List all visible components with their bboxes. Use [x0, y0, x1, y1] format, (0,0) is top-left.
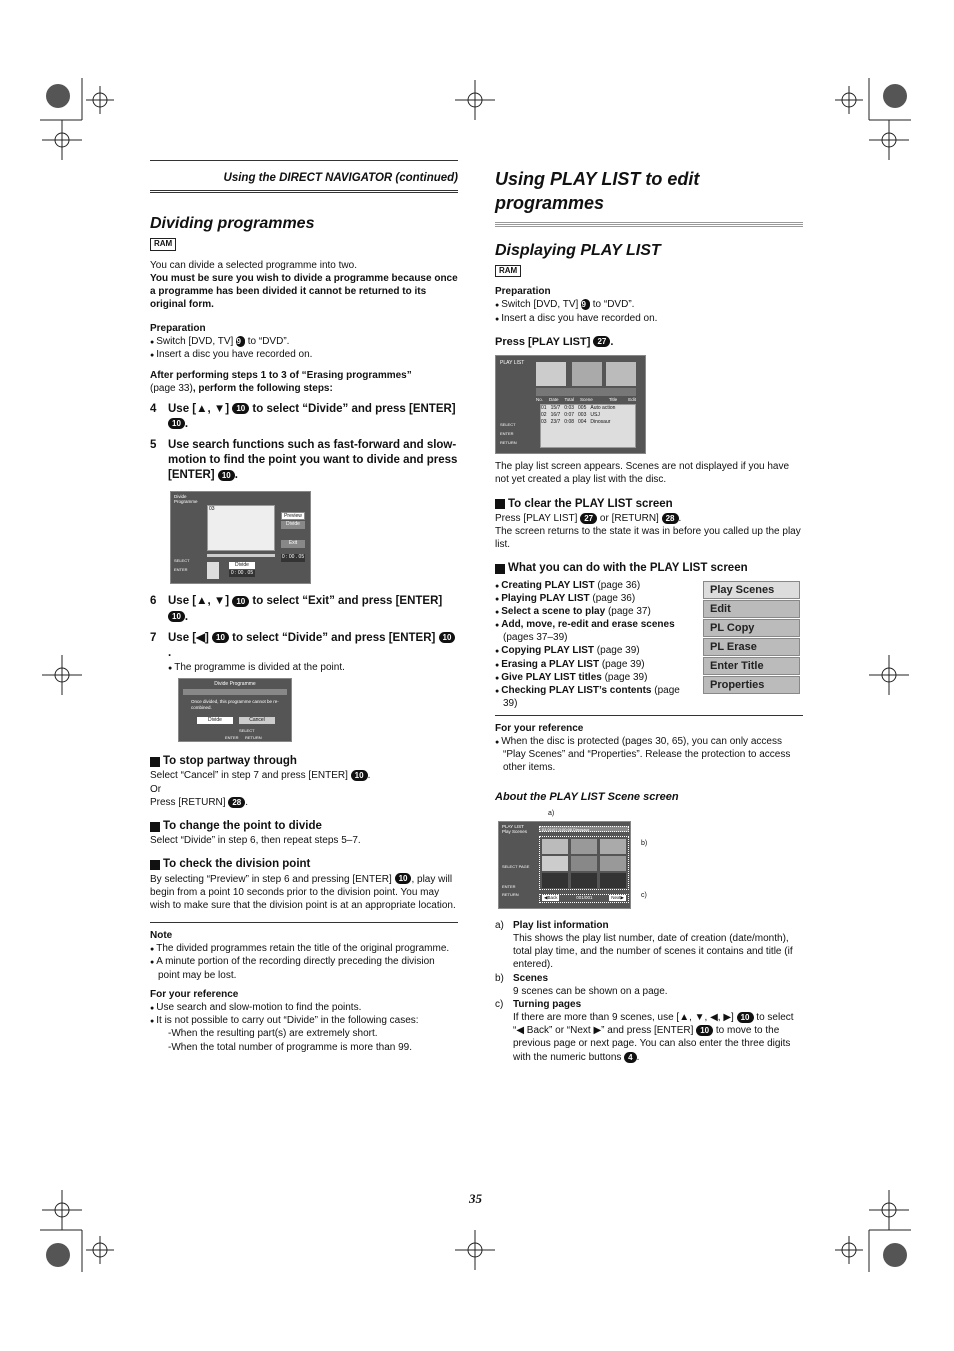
ref-item: ● It is not possible to carry out “Divide” in the following cases: [150, 1014, 458, 1027]
change-section-title: To change the point to divide [150, 819, 458, 834]
right-column [495, 160, 803, 1064]
press-playlist: Press [PLAY LIST] 27 . [495, 335, 614, 348]
page-badge: 10 [232, 403, 249, 414]
ref-title: For your reference [150, 988, 239, 1000]
ref-item: ● When the disc is protected (pages 30, 65), you can only access “Play Scenes” and “Properties”. Release the protection to access other items. [495, 735, 803, 775]
divide-button[interactable]: Divide [281, 521, 305, 529]
menu-item-pl-erase[interactable]: PL Erase [703, 638, 800, 656]
prep-title: Preparation [495, 286, 551, 298]
ram-tag: RAM [150, 238, 176, 251]
page-badge: 19 [581, 299, 590, 310]
page-badge: 4 [624, 1052, 636, 1063]
screen-title: PLAY LIST [502, 823, 524, 829]
enter-label: ENTER [174, 567, 188, 573]
dividing-heading: Dividing programmes [150, 215, 315, 233]
list-item: ● Erasing a PLAY LIST (page 39) [495, 658, 695, 671]
callout-a: a) [548, 809, 555, 817]
col-header: Title [608, 397, 618, 403]
enter-label: ENTER [502, 883, 516, 889]
table-row[interactable]: 03 23/7 0:08 004 Dinosaur [541, 419, 611, 426]
menu-item-edit[interactable]: Edit [703, 600, 800, 618]
scene-grid [539, 836, 629, 890]
screen-title: Divide Programme [214, 681, 256, 688]
legend-b: b) Scenes 9 scenes can be shown on a page. [495, 972, 668, 997]
page-badge: 28 [662, 513, 679, 524]
prep-title: Preparation [150, 322, 206, 334]
divide-screen-preview [170, 491, 311, 584]
can-section-title: What you can do with the PLAY LIST screen [495, 561, 803, 576]
col-header: Scene [580, 397, 593, 403]
list-item: ● Copying PLAY LIST (page 39) [495, 644, 695, 657]
confirm-message: Once divided, this programme cannot be re-combined. [191, 699, 279, 710]
time-readout: 0 : 00 . 05 [230, 570, 254, 577]
clear-section-title: To clear the PLAY LIST screen [495, 497, 803, 512]
select-label: SELECT [174, 558, 190, 564]
prep-item: ● Switch [DVD, TV] 19 to “DVD”. [495, 298, 803, 311]
menu-item-properties[interactable]: Properties [703, 676, 800, 694]
list-item: ● Creating PLAY LIST (page 36) [495, 579, 695, 592]
page-badge: 10 [168, 418, 185, 429]
cancel-button[interactable]: Cancel [239, 717, 275, 724]
page-badge: 27 [580, 513, 597, 524]
page-badge: 19 [236, 336, 245, 347]
list-item: ● Playing PLAY LIST (page 36) [495, 592, 695, 605]
col-header: Total [564, 397, 575, 403]
page-number: 35 [469, 1191, 482, 1206]
select-page-label: SELECT PAGE [502, 863, 530, 869]
clear-text: Press [PLAY LIST] 27 or [RETURN] 28 . [495, 512, 682, 524]
playlist-menu [703, 581, 800, 695]
menu-item-play-scenes[interactable]: Play Scenes [703, 581, 800, 599]
prep-item: ● Insert a disc you have recorded on. [495, 312, 803, 325]
divide-confirm-screen [178, 678, 292, 742]
ref-item: ● Use search and slow-motion to find the points. [150, 1001, 458, 1014]
exit-button[interactable]: Exit [281, 540, 305, 548]
col-header: No. [536, 397, 544, 403]
ref-title: For your reference [495, 722, 584, 734]
enter-label: ENTER [225, 735, 239, 741]
return-label: RETURN [245, 735, 262, 741]
page-badge: 10 [168, 611, 185, 622]
return-label: RETURN [502, 891, 519, 897]
callout-c: c) [641, 891, 647, 899]
scene-screen-diagram [495, 809, 803, 913]
scene-screen [498, 821, 631, 909]
page-badge: 10 [212, 632, 229, 643]
page-indicator: 001/001 [576, 895, 593, 901]
col-header: Date [549, 397, 559, 403]
page-badge: 10 [439, 632, 456, 643]
menu-item-enter-title[interactable]: Enter Title [703, 657, 800, 675]
warning-text: You must be sure you wish to divide a programme because once a programme has been divided it cannot be returned to its original form. [150, 273, 458, 311]
playlist-screen [495, 355, 646, 454]
legend-a: a) Play list information This shows the play list number, date of creation (date/month), total play time, and the number of scenes it contains and title (if entered). [495, 919, 793, 971]
page-badge: 10 [232, 596, 249, 607]
can-list [495, 579, 695, 711]
preview-button[interactable]: Preview [281, 512, 305, 520]
playlist-info: 01 01/07 0:00:08 Dinosaur [539, 826, 629, 832]
next-button[interactable]: Next▶ [611, 895, 624, 901]
page-badge: 10 [696, 1025, 713, 1036]
legend-c: c) Turning pages If there are more than 9 scenes, use [▲, ▼, ◀, ▶] 10 to select “◀ Back” or “Next ▶” and press [ENTER] 10 to move to the previous page or next page. You can also enter the three digits with the numeric buttons 4 . [495, 998, 794, 1063]
screen-subtitle: Play Scenes [502, 828, 528, 834]
list-item: ● Give PLAY LIST titles (page 39) [495, 671, 695, 684]
callout-b: b) [641, 839, 648, 847]
prep-item: ● Switch [DVD, TV] 19 to “DVD”. [150, 335, 458, 348]
select-label: SELECT [239, 728, 255, 734]
playlist-table [540, 404, 636, 448]
change-text: Select “Divide” in step 6, then repeat steps 5–7. [150, 835, 361, 847]
displaying-heading: Displaying PLAY LIST [495, 241, 661, 259]
divide-label: Divide [229, 562, 255, 569]
list-item: ● Select a scene to play (page 37) [495, 605, 695, 618]
col-header: Edit [628, 397, 636, 403]
check-text: By selecting “Preview” in step 6 and pressing [ENTER] 10 , play will begin from a point 10 seconds prior to the division point. You may wish to make sure that the division point is at an appropriate location. [150, 873, 456, 911]
ref-subitem: -When the resulting part(s) are extremely short. [168, 1028, 378, 1040]
step-4: 4 Use [▲, ▼] 10 to select “Divide” and press [ENTER] 10 . [150, 402, 456, 430]
page-badge: 10 [351, 770, 368, 781]
page-badge: 10 [737, 1012, 754, 1023]
after-text: After performing steps 1 to 3 of “Erasing programmes” (page 33), perform the following steps: [150, 370, 412, 395]
intro-text: You can divide a selected programme into two. [150, 259, 357, 271]
screen-title: PLAY LIST [500, 360, 525, 367]
step-5: 5 Use search functions such as fast-forward and slow-motion to find the point you want to divide and press [ENTER] 10 . [150, 438, 458, 482]
page-title: Using PLAY LIST to edit programmes [495, 169, 700, 213]
table-row[interactable]: 01 15/7 0:03 005 Auto action [541, 405, 616, 412]
or-text: Or [150, 783, 162, 795]
page-badge: 27 [593, 336, 610, 347]
note-item: ● The divided programmes retain the title of the original programme. [150, 942, 458, 955]
stop-text: Select “Cancel” in step 7 and press [ENTER] 10 . [150, 770, 371, 782]
list-item: ● Checking PLAY LIST’s contents (page 39) [495, 684, 695, 710]
screen-title: Divide Programme [174, 494, 198, 505]
step7-note: ● The programme is divided at the point. [168, 661, 458, 674]
page-badge: 28 [228, 797, 245, 808]
note-title: Note [150, 930, 173, 942]
timeline-bar [207, 554, 275, 557]
list-item: ● Add, move, re-edit and erase scenes (pages 37–39) [495, 618, 695, 644]
running-header: Using the DIRECT NAVIGATOR (continued) [150, 161, 458, 193]
note-item: ● A minute portion of the recording directly preceding the division point may be lost. [150, 955, 458, 981]
prep-item: ● Insert a disc you have recorded on. [150, 348, 458, 361]
return-label: RETURN [500, 440, 517, 446]
about-heading: About the PLAY LIST Scene screen [495, 791, 679, 804]
menu-item-pl-copy[interactable]: PL Copy [703, 619, 800, 637]
table-row[interactable]: 02 16/7 0:07 003 USJ [541, 412, 600, 419]
enter-label: ENTER [500, 431, 514, 437]
clear-text-2: The screen returns to the state it was in before you called up the play list. [495, 525, 801, 551]
divide-button[interactable]: Divide [197, 717, 233, 724]
check-section-title: To check the division point [150, 857, 458, 872]
step-7: 7 Use [◀] 10 to select “Divide” and press [ENTER] 10. [150, 631, 458, 661]
ref-subitem: -When the total number of programme is more than 99. [168, 1041, 413, 1053]
left-column [150, 160, 458, 1054]
step-6: 6 Use [▲, ▼] 10 to select “Exit” and press [ENTER] 10 . [150, 595, 443, 623]
stop-section-title: To stop partway through [150, 754, 458, 769]
time-readout: 0 : 00 . 05 [281, 554, 305, 561]
screen-counter: 03 [209, 506, 215, 513]
ram-tag: RAM [495, 265, 521, 278]
back-button[interactable]: ◀Back [544, 895, 558, 901]
video-frame [207, 505, 275, 551]
stop-text-2: Press [RETURN] 28 . [150, 796, 249, 808]
page-badge: 10 [218, 470, 235, 481]
select-label: SELECT [500, 422, 516, 428]
page-badge: 10 [395, 873, 412, 884]
appears-text: The play list screen appears. Scenes are not displayed if you have not yet created a play list with the disc. [495, 461, 790, 486]
